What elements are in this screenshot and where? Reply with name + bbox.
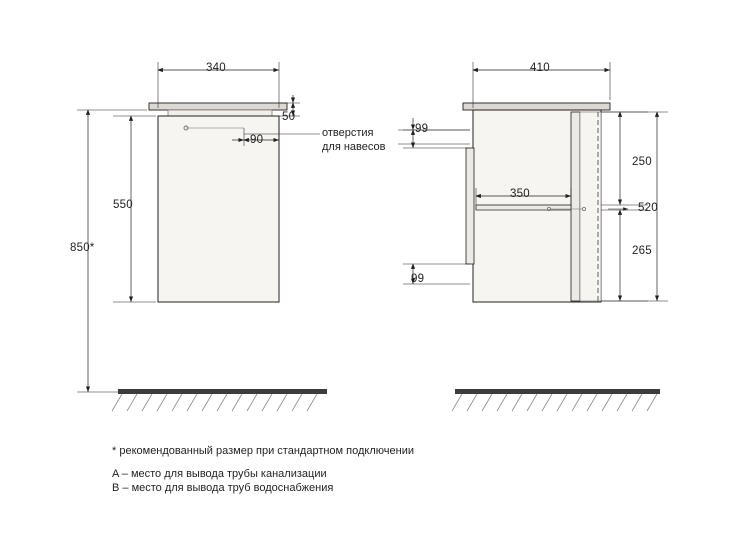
dim-side-hole-top: 99 — [415, 123, 429, 135]
dim-side-depth: 410 — [530, 62, 550, 74]
dim-front-total-height: 850* — [70, 242, 95, 254]
dim-side-upper-section: 250 — [632, 156, 652, 168]
dim-side-total-body: 520 — [638, 202, 658, 214]
dim-side-shelf-depth: 350 — [510, 188, 530, 200]
dim-front-width: 340 — [206, 62, 226, 74]
holes-annotation-line2: для навесов — [322, 141, 386, 153]
note-sewer-outlet: A – место для вывода трубы канализации — [112, 468, 327, 480]
note-water-outlet: B – место для вывода труб водоснабжения — [112, 482, 334, 494]
dim-side-lower-section: 265 — [632, 245, 652, 257]
dim-front-body-height: 550 — [113, 199, 133, 211]
note-recommended-size: * рекомендованный размер при стандартном подключении — [112, 445, 414, 457]
holes-annotation-line1: отверстия — [322, 127, 374, 139]
dim-front-top-panel: 50 — [282, 111, 296, 123]
dim-side-hole-bottom: 99 — [411, 273, 425, 285]
dim-front-hole-offset: 90 — [250, 134, 264, 146]
side-view-group — [398, 62, 668, 411]
